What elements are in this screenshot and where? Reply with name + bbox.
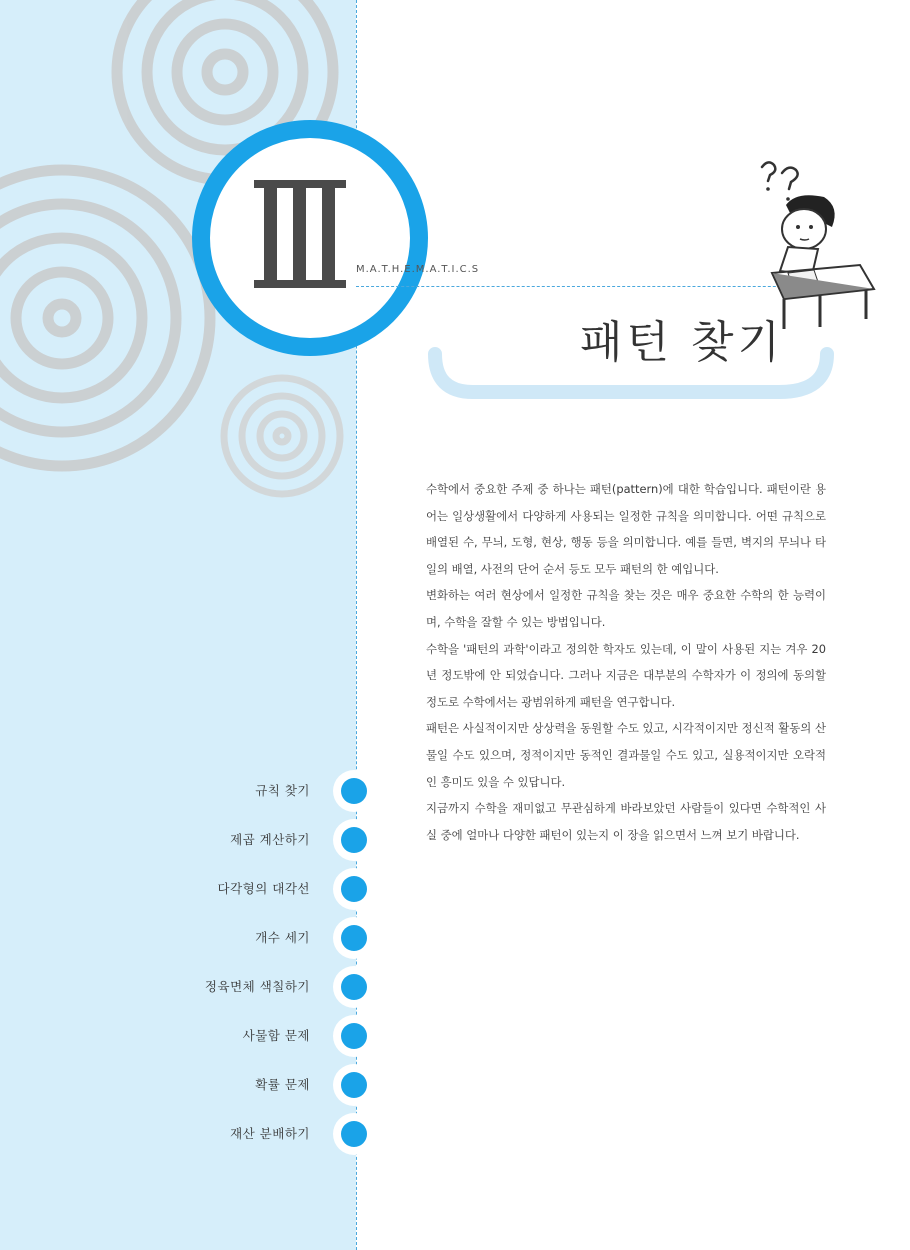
toc-item-label: 제곱 계산하기 xyxy=(230,832,310,847)
dashed-rule xyxy=(356,286,816,287)
toc-item-probability-problem[interactable] xyxy=(0,1061,380,1109)
bullet-dot-icon xyxy=(333,819,375,861)
intro-paragraph-3: 수학을 '패턴의 과학'이라고 정의한 학자도 있는데, 이 말이 사용된 지는 겨우 20년 정도밖에 안 되었습니다. 그러나 지금은 대부분의 수학자가 이 정의에 동의할 정도로 수학에서는 광범위하게 패턴을 연구합니다. xyxy=(426,641,826,709)
thinking-boy-illustration xyxy=(748,155,878,335)
toc-item-label: 규칙 찾기 xyxy=(255,783,310,798)
toc-item-label: 확률 문제 xyxy=(255,1077,310,1092)
toc-item-locker-problem[interactable] xyxy=(0,1012,380,1060)
intro-paragraph-4: 패턴은 사실적이지만 상상력을 동원할 수도 있고, 시각적이지만 정신적 활동의 산물일 수도 있으며, 정적이지만 동적인 결과물일 수도 있고, 실용적이지만 오락적인 흥미도 있을 수 있답니다. xyxy=(426,721,826,789)
bullet-dot-icon xyxy=(333,1064,375,1106)
intro-text xyxy=(426,476,826,848)
intro-paragraph-5: 지금까지 수학을 재미없고 무관심하게 바라보았던 사람들이 있다면 수학적인 사실 중에 얼마나 다양한 패턴이 있는지 이 장을 읽으면서 느껴 보기 바랍니다. xyxy=(426,801,826,842)
toc-item-label: 정육면체 색칠하기 xyxy=(204,979,310,994)
bullet-dot-icon xyxy=(333,966,375,1008)
intro-paragraph-2: 변화하는 여러 현상에서 일정한 규칙을 찾는 것은 매우 중요한 수학의 한 능력이며, 수학을 잘할 수 있는 방법입니다. xyxy=(426,588,826,629)
toc-item-cube-coloring[interactable] xyxy=(0,963,380,1011)
bullet-dot-icon xyxy=(333,1113,375,1155)
bullet-dot-icon xyxy=(333,868,375,910)
toc-item-label: 사물함 문제 xyxy=(242,1028,310,1043)
toc-item-polygon-diagonal[interactable] xyxy=(0,865,380,913)
bullet-dot-icon xyxy=(333,917,375,959)
intro-paragraph-1: 수학에서 중요한 주제 중 하나는 패턴(pattern)에 대한 학습입니다. 패턴이란 용어는 일상생활에서 다양하게 사용되는 일정한 규칙을 의미합니다. 어떤 규칙으로 배열된 수, 무늬, 도형, 현상, 행동 등을 의미합니다. 예를 들면, 벽지의 무늬나 타일의 배열, 사전의 단어 순서 등도 모두 패턴의 한 예입니다. xyxy=(426,482,826,576)
toc-item-inheritance-division[interactable] xyxy=(0,1110,380,1158)
toc-item-label: 다각형의 대각선 xyxy=(217,881,310,896)
chapter-numeral xyxy=(254,180,346,288)
chapter-title: 패턴 찾기 xyxy=(580,317,785,368)
bullet-dot-icon xyxy=(333,770,375,812)
toc-item-label: 재산 분배하기 xyxy=(230,1126,310,1141)
toc-item-square-calc[interactable] xyxy=(0,816,380,864)
mathematics-label: M.A.T.H.E.M.A.T.I.C.S xyxy=(356,264,480,275)
toc-item-label: 개수 세기 xyxy=(255,930,310,945)
toc-item-rule-finding[interactable] xyxy=(0,767,380,815)
bullet-dot-icon xyxy=(333,1015,375,1057)
toc-item-counting[interactable] xyxy=(0,914,380,962)
